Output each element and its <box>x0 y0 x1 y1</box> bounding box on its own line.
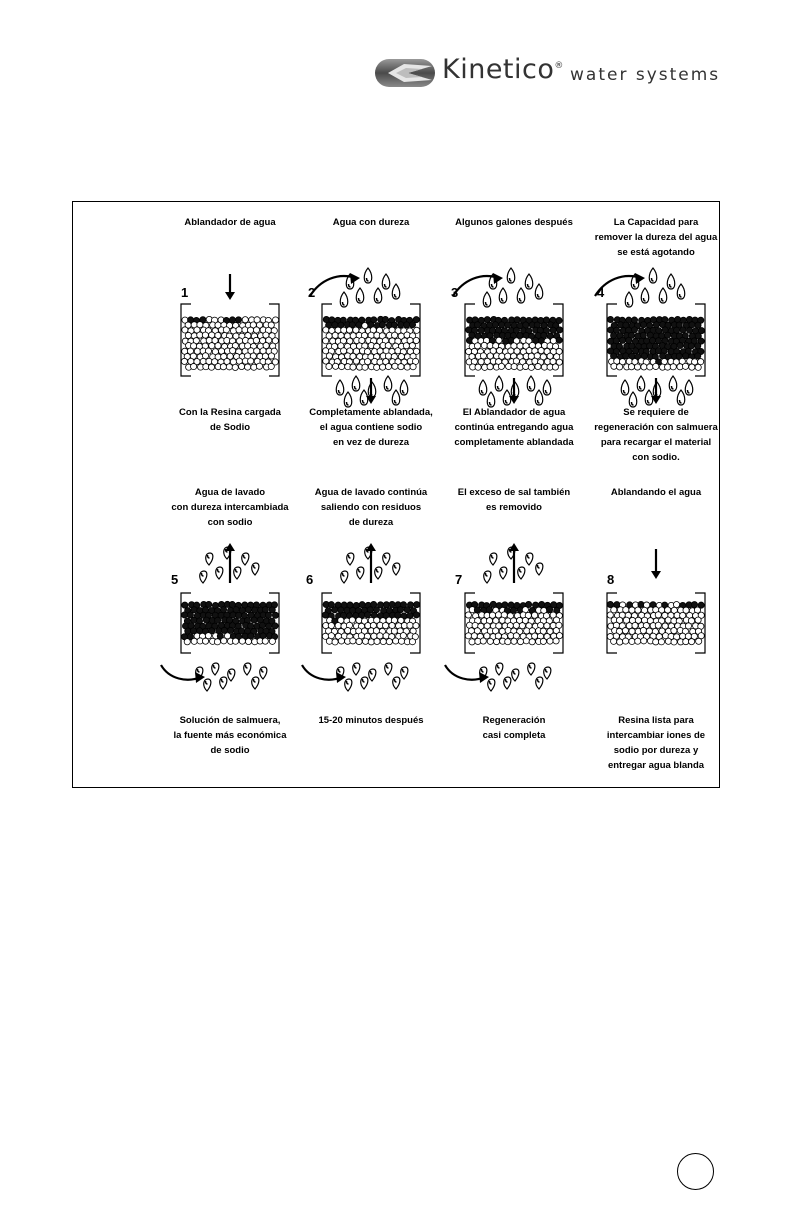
brand-name: Kinetico® <box>442 54 564 85</box>
kinetico-logo-icon <box>374 58 436 88</box>
step-title: Agua de lavado con dureza intercambiada con sodio <box>171 487 289 528</box>
softener-tank-illustration <box>443 272 585 392</box>
water-drop-icon <box>544 667 551 679</box>
water-drop-icon <box>260 667 267 679</box>
brand-tagline: water systems <box>570 65 721 85</box>
step-caption: Se requiere de regeneración con salmuera para recargar el material con sodio. <box>594 407 718 463</box>
step-number: 5 <box>171 572 179 587</box>
water-drop-icon <box>220 677 227 689</box>
step-number: 6 <box>306 572 314 587</box>
water-drop-icon <box>347 553 354 565</box>
step-title: Ablandador de agua <box>184 217 276 228</box>
step-title: El exceso de sal también es removido <box>457 487 571 513</box>
step-caption: Completamente ablandada, el agua contiene sodio en vez de dureza <box>309 407 433 448</box>
step-caption: Solución de salmuera, la fuente más económica de sodio <box>173 715 287 756</box>
water-drop-icon <box>244 663 251 675</box>
resin-bed <box>466 316 563 370</box>
water-drop-icon <box>484 571 491 583</box>
resin-bed <box>322 601 419 645</box>
water-drop-icon <box>361 677 368 689</box>
water-drop-icon <box>526 553 533 565</box>
softener-tank-illustration <box>585 535 727 685</box>
water-drop-icon <box>504 677 511 689</box>
step-number: 4 <box>597 285 605 300</box>
water-drop-icon <box>393 563 400 575</box>
water-drop-icon <box>500 567 507 579</box>
water-drop-icon <box>383 553 390 565</box>
water-drop-icon <box>212 663 219 675</box>
step-title: Agua con dureza <box>332 217 410 228</box>
water-drop-icon <box>512 669 519 681</box>
step-title: Agua de lavado continúa saliendo con residuos de dureza <box>314 487 428 528</box>
water-drop-icon <box>200 571 207 583</box>
water-drop-icon <box>528 663 535 675</box>
page-number-circle <box>677 1153 714 1190</box>
water-drop-icon <box>353 663 360 675</box>
water-drop-icon <box>357 567 364 579</box>
water-drop-icon <box>490 553 497 565</box>
softener-tank-illustration <box>585 272 727 392</box>
water-drop-icon <box>345 679 352 691</box>
step-number: 1 <box>181 285 189 300</box>
flow-arrow-icon <box>161 665 201 680</box>
regeneration-diagram <box>72 201 720 788</box>
softener-tank-illustration <box>443 535 585 685</box>
water-drop-icon <box>252 563 259 575</box>
water-drop-icon <box>252 677 259 689</box>
water-drop-icon <box>234 567 241 579</box>
water-drop-icon <box>341 571 348 583</box>
step-caption: El Ablandador de agua continúa entregando agua completamente ablandada <box>454 407 574 448</box>
water-drop-icon <box>488 679 495 691</box>
water-drop-icon <box>496 663 503 675</box>
step-number: 2 <box>308 285 316 300</box>
resin-bed <box>181 601 278 645</box>
water-drop-icon <box>204 679 211 691</box>
step-caption: 15-20 minutos después <box>318 715 424 726</box>
step-number: 7 <box>455 572 463 587</box>
flow-arrow-icon <box>302 665 342 680</box>
step-number: 3 <box>451 285 459 300</box>
water-drop-icon <box>536 563 543 575</box>
water-drop-icon <box>518 567 525 579</box>
resin-bed <box>607 316 704 370</box>
step-caption: Con la Resina cargada de Sodio <box>179 407 281 433</box>
water-drop-icon <box>385 663 392 675</box>
water-drop-icon <box>216 567 223 579</box>
water-drop-icon <box>369 669 376 681</box>
water-drop-icon <box>393 677 400 689</box>
step-caption: Regeneración casi completa <box>482 715 546 741</box>
step-caption: Resina lista para intercambiar iones de sodio por dureza y entregar agua blanda <box>606 715 706 771</box>
softener-tank-illustration <box>159 272 301 392</box>
step-title: Algunos galones después <box>455 217 573 228</box>
resin-bed <box>607 601 704 645</box>
step-title: La Capacidad para remover la dureza del agua se está agotando <box>594 217 718 258</box>
step-title: Ablandando el agua <box>610 487 702 498</box>
water-drop-icon <box>375 567 382 579</box>
brand-header <box>374 56 724 92</box>
softener-tank-illustration <box>300 535 442 685</box>
step-number: 8 <box>607 572 615 587</box>
water-drop-icon <box>536 677 543 689</box>
resin-bed <box>323 316 420 370</box>
water-drop-icon <box>228 669 235 681</box>
water-drop-icon <box>242 553 249 565</box>
flow-arrow-icon <box>445 665 485 680</box>
softener-tank-illustration <box>300 272 442 392</box>
water-drop-icon <box>206 553 213 565</box>
softener-tank-illustration <box>159 535 301 685</box>
resin-bed <box>181 316 278 370</box>
water-drop-icon <box>401 667 408 679</box>
resin-bed <box>465 601 562 645</box>
